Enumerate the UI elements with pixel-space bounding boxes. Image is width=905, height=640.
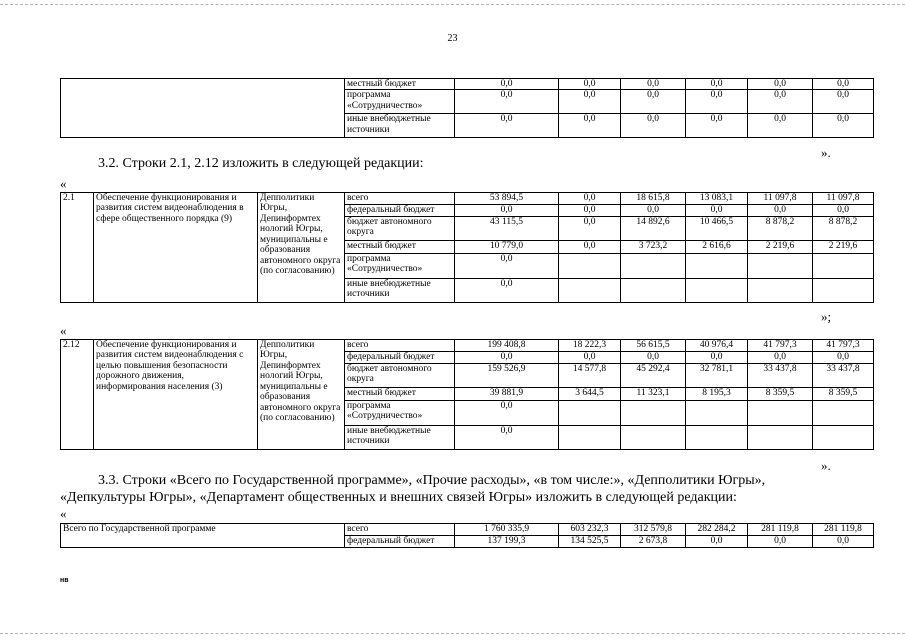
row-number: 2.1 <box>61 193 94 303</box>
funding-source-label: иные внебюджетные источники <box>345 426 455 450</box>
value-cell: 11 097,8 <box>813 193 874 205</box>
page-number: 23 <box>447 33 458 44</box>
value-cell: 0,0 <box>455 352 559 364</box>
table-row <box>61 193 874 205</box>
table-row <box>61 340 874 352</box>
responsible-executor: Депполитики Югры, Депинформтех нологий Югры, муниципальны е образования автономного округа (по согласованию) <box>258 193 345 303</box>
value-cell: 43 115,5 <box>455 217 559 241</box>
footer-mark: нв <box>60 577 69 584</box>
value-cell: 0,0 <box>455 254 559 279</box>
scan-bottom-edge <box>0 633 905 634</box>
funding-source-label: иные внебюджетные источники <box>345 114 455 138</box>
funding-source-label: местный бюджет <box>345 388 455 401</box>
value-cell: 2 219,6 <box>813 241 874 254</box>
value-cell: 281 119,8 <box>813 524 874 536</box>
value-cell: 0,0 <box>559 205 621 217</box>
value-cell: 10 466,5 <box>686 217 748 241</box>
value-cell <box>621 426 686 450</box>
section-heading-3-3-line1: 3.3. Строки «Всего по Государственной программе», «Прочие расходы», «в том числе:», «Депполитики Югры», <box>98 473 766 488</box>
value-cell: 312 579,8 <box>621 524 686 536</box>
value-cell: 0,0 <box>748 90 813 114</box>
value-cell: 199 408,8 <box>455 340 559 352</box>
value-cell: 11 323,1 <box>621 388 686 401</box>
value-cell <box>813 254 874 279</box>
funding-source-label: всего <box>345 340 455 352</box>
funding-source-label: программа «Сотрудничество» <box>345 401 455 426</box>
value-cell <box>559 426 621 450</box>
value-cell: 0,0 <box>621 205 686 217</box>
scan-top-edge <box>0 4 905 5</box>
value-cell: 0,0 <box>748 536 813 548</box>
funding-source-label: федеральный бюджет <box>345 536 455 548</box>
value-cell <box>621 279 686 303</box>
table-row-2-1 <box>60 192 874 303</box>
funding-source-label: бюджет автономного округа <box>345 364 455 388</box>
value-cell: 2 616,6 <box>686 241 748 254</box>
value-cell: 33 437,8 <box>813 364 874 388</box>
value-cell: 10 779,0 <box>455 241 559 254</box>
value-cell <box>813 279 874 303</box>
value-cell: 0,0 <box>686 79 748 90</box>
value-cell: 11 097,8 <box>748 193 813 205</box>
value-cell: 603 232,3 <box>559 524 621 536</box>
value-cell <box>686 401 748 426</box>
value-cell <box>559 279 621 303</box>
value-cell: 53 894,5 <box>455 193 559 205</box>
value-cell: 137 199,3 <box>455 536 559 548</box>
opening-quote: « <box>60 506 67 521</box>
value-cell: 3 644,5 <box>559 388 621 401</box>
value-cell: 0,0 <box>813 90 874 114</box>
value-cell: 0,0 <box>748 352 813 364</box>
value-cell: 8 878,2 <box>748 217 813 241</box>
value-cell: 14 892,6 <box>621 217 686 241</box>
value-cell: 159 526,9 <box>455 364 559 388</box>
program-total-label: Всего по Государственной программе <box>61 524 345 548</box>
value-cell: 8 359,5 <box>813 388 874 401</box>
value-cell: 8 878,2 <box>813 217 874 241</box>
value-cell <box>686 254 748 279</box>
value-cell: 0,0 <box>813 205 874 217</box>
value-cell: 0,0 <box>686 90 748 114</box>
value-cell: 282 284,2 <box>686 524 748 536</box>
value-cell <box>686 426 748 450</box>
opening-quote: « <box>60 176 67 191</box>
value-cell: 0,0 <box>559 193 621 205</box>
value-cell <box>621 401 686 426</box>
opening-quote: « <box>60 323 67 338</box>
value-cell: 0,0 <box>455 205 559 217</box>
value-cell <box>813 401 874 426</box>
value-cell: 0,0 <box>455 426 559 450</box>
value-cell: 0,0 <box>559 217 621 241</box>
table-row <box>61 79 874 90</box>
funding-source-label: федеральный бюджет <box>345 205 455 217</box>
value-cell: 0,0 <box>686 536 748 548</box>
value-cell: 0,0 <box>455 90 559 114</box>
funding-source-label: местный бюджет <box>345 241 455 254</box>
value-cell <box>686 279 748 303</box>
value-cell: 39 881,9 <box>455 388 559 401</box>
value-cell: 45 292,4 <box>621 364 686 388</box>
value-cell: 0,0 <box>559 241 621 254</box>
value-cell: 8 195,3 <box>686 388 748 401</box>
value-cell: 0,0 <box>686 205 748 217</box>
value-cell: 0,0 <box>455 401 559 426</box>
value-cell <box>559 401 621 426</box>
value-cell: 18 615,8 <box>621 193 686 205</box>
funding-source-label: всего <box>345 524 455 536</box>
closing-quote: ». <box>821 145 831 160</box>
value-cell: 2 219,6 <box>748 241 813 254</box>
closing-quote: ». <box>821 458 831 473</box>
value-cell: 41 797,3 <box>748 340 813 352</box>
value-cell: 3 723,2 <box>621 241 686 254</box>
table-continuation <box>60 78 874 138</box>
value-cell: 2 673,8 <box>621 536 686 548</box>
measure-name: Обеспечение функционирования и развития систем видеонаблюдения с целью повышения безопасности дорожного движения, информирования населения (3) <box>94 340 258 450</box>
closing-quote: »; <box>821 309 832 324</box>
row-number: 2.12 <box>61 340 94 450</box>
value-cell: 0,0 <box>748 79 813 90</box>
value-cell: 13 083,1 <box>686 193 748 205</box>
value-cell: 0,0 <box>559 352 621 364</box>
value-cell: 0,0 <box>813 536 874 548</box>
funding-source-label: программа «Сотрудничество» <box>345 254 455 279</box>
responsible-executor: Депполитики Югры, Депинформтех нологий Югры, муниципальны е образования автономного округа (по согласованию) <box>258 340 345 450</box>
value-cell: 0,0 <box>621 114 686 138</box>
value-cell: 281 119,8 <box>748 524 813 536</box>
value-cell: 0,0 <box>813 114 874 138</box>
value-cell: 0,0 <box>813 79 874 90</box>
table-row <box>61 524 874 536</box>
value-cell: 14 577,8 <box>559 364 621 388</box>
funding-source-label: федеральный бюджет <box>345 352 455 364</box>
section-heading-3-3-line2: «Депкультуры Югры», «Департамент общественных и внешних связей Югры» изложить в следующей редакции: <box>60 490 737 505</box>
value-cell <box>621 254 686 279</box>
value-cell: 0,0 <box>686 352 748 364</box>
value-cell: 40 976,4 <box>686 340 748 352</box>
empty-cell <box>61 79 345 138</box>
funding-source-label: бюджет автономного округа <box>345 217 455 241</box>
funding-source-label: иные внебюджетные источники <box>345 279 455 303</box>
value-cell: 0,0 <box>621 90 686 114</box>
value-cell <box>748 401 813 426</box>
value-cell: 41 797,3 <box>813 340 874 352</box>
funding-source-label: всего <box>345 193 455 205</box>
value-cell: 0,0 <box>559 114 621 138</box>
value-cell: 0,0 <box>686 114 748 138</box>
value-cell: 56 615,5 <box>621 340 686 352</box>
value-cell <box>748 279 813 303</box>
value-cell: 0,0 <box>559 90 621 114</box>
value-cell: 0,0 <box>748 205 813 217</box>
value-cell: 0,0 <box>455 279 559 303</box>
funding-source-label: программа «Сотрудничество» <box>345 90 455 114</box>
value-cell <box>813 426 874 450</box>
value-cell: 32 781,1 <box>686 364 748 388</box>
table-total <box>60 523 874 548</box>
value-cell <box>748 254 813 279</box>
value-cell: 134 525,5 <box>559 536 621 548</box>
value-cell <box>748 426 813 450</box>
value-cell: 0,0 <box>813 352 874 364</box>
value-cell: 8 359,5 <box>748 388 813 401</box>
value-cell: 1 760 335,9 <box>455 524 559 536</box>
value-cell: 33 437,8 <box>748 364 813 388</box>
value-cell: 0,0 <box>748 114 813 138</box>
table-row-2-12 <box>60 339 874 450</box>
value-cell: 0,0 <box>455 114 559 138</box>
measure-name: Обеспечение функционирования и развития систем видеонаблюдения в сфере общественного порядка (9) <box>94 193 258 303</box>
value-cell <box>559 254 621 279</box>
value-cell: 0,0 <box>621 352 686 364</box>
value-cell: 0,0 <box>559 79 621 90</box>
value-cell: 18 222,3 <box>559 340 621 352</box>
section-heading-3-2: 3.2. Строки 2.1, 2.12 изложить в следующей редакции: <box>98 156 424 171</box>
value-cell: 0,0 <box>621 79 686 90</box>
funding-source-label: местный бюджет <box>345 79 455 90</box>
value-cell: 0,0 <box>455 79 559 90</box>
